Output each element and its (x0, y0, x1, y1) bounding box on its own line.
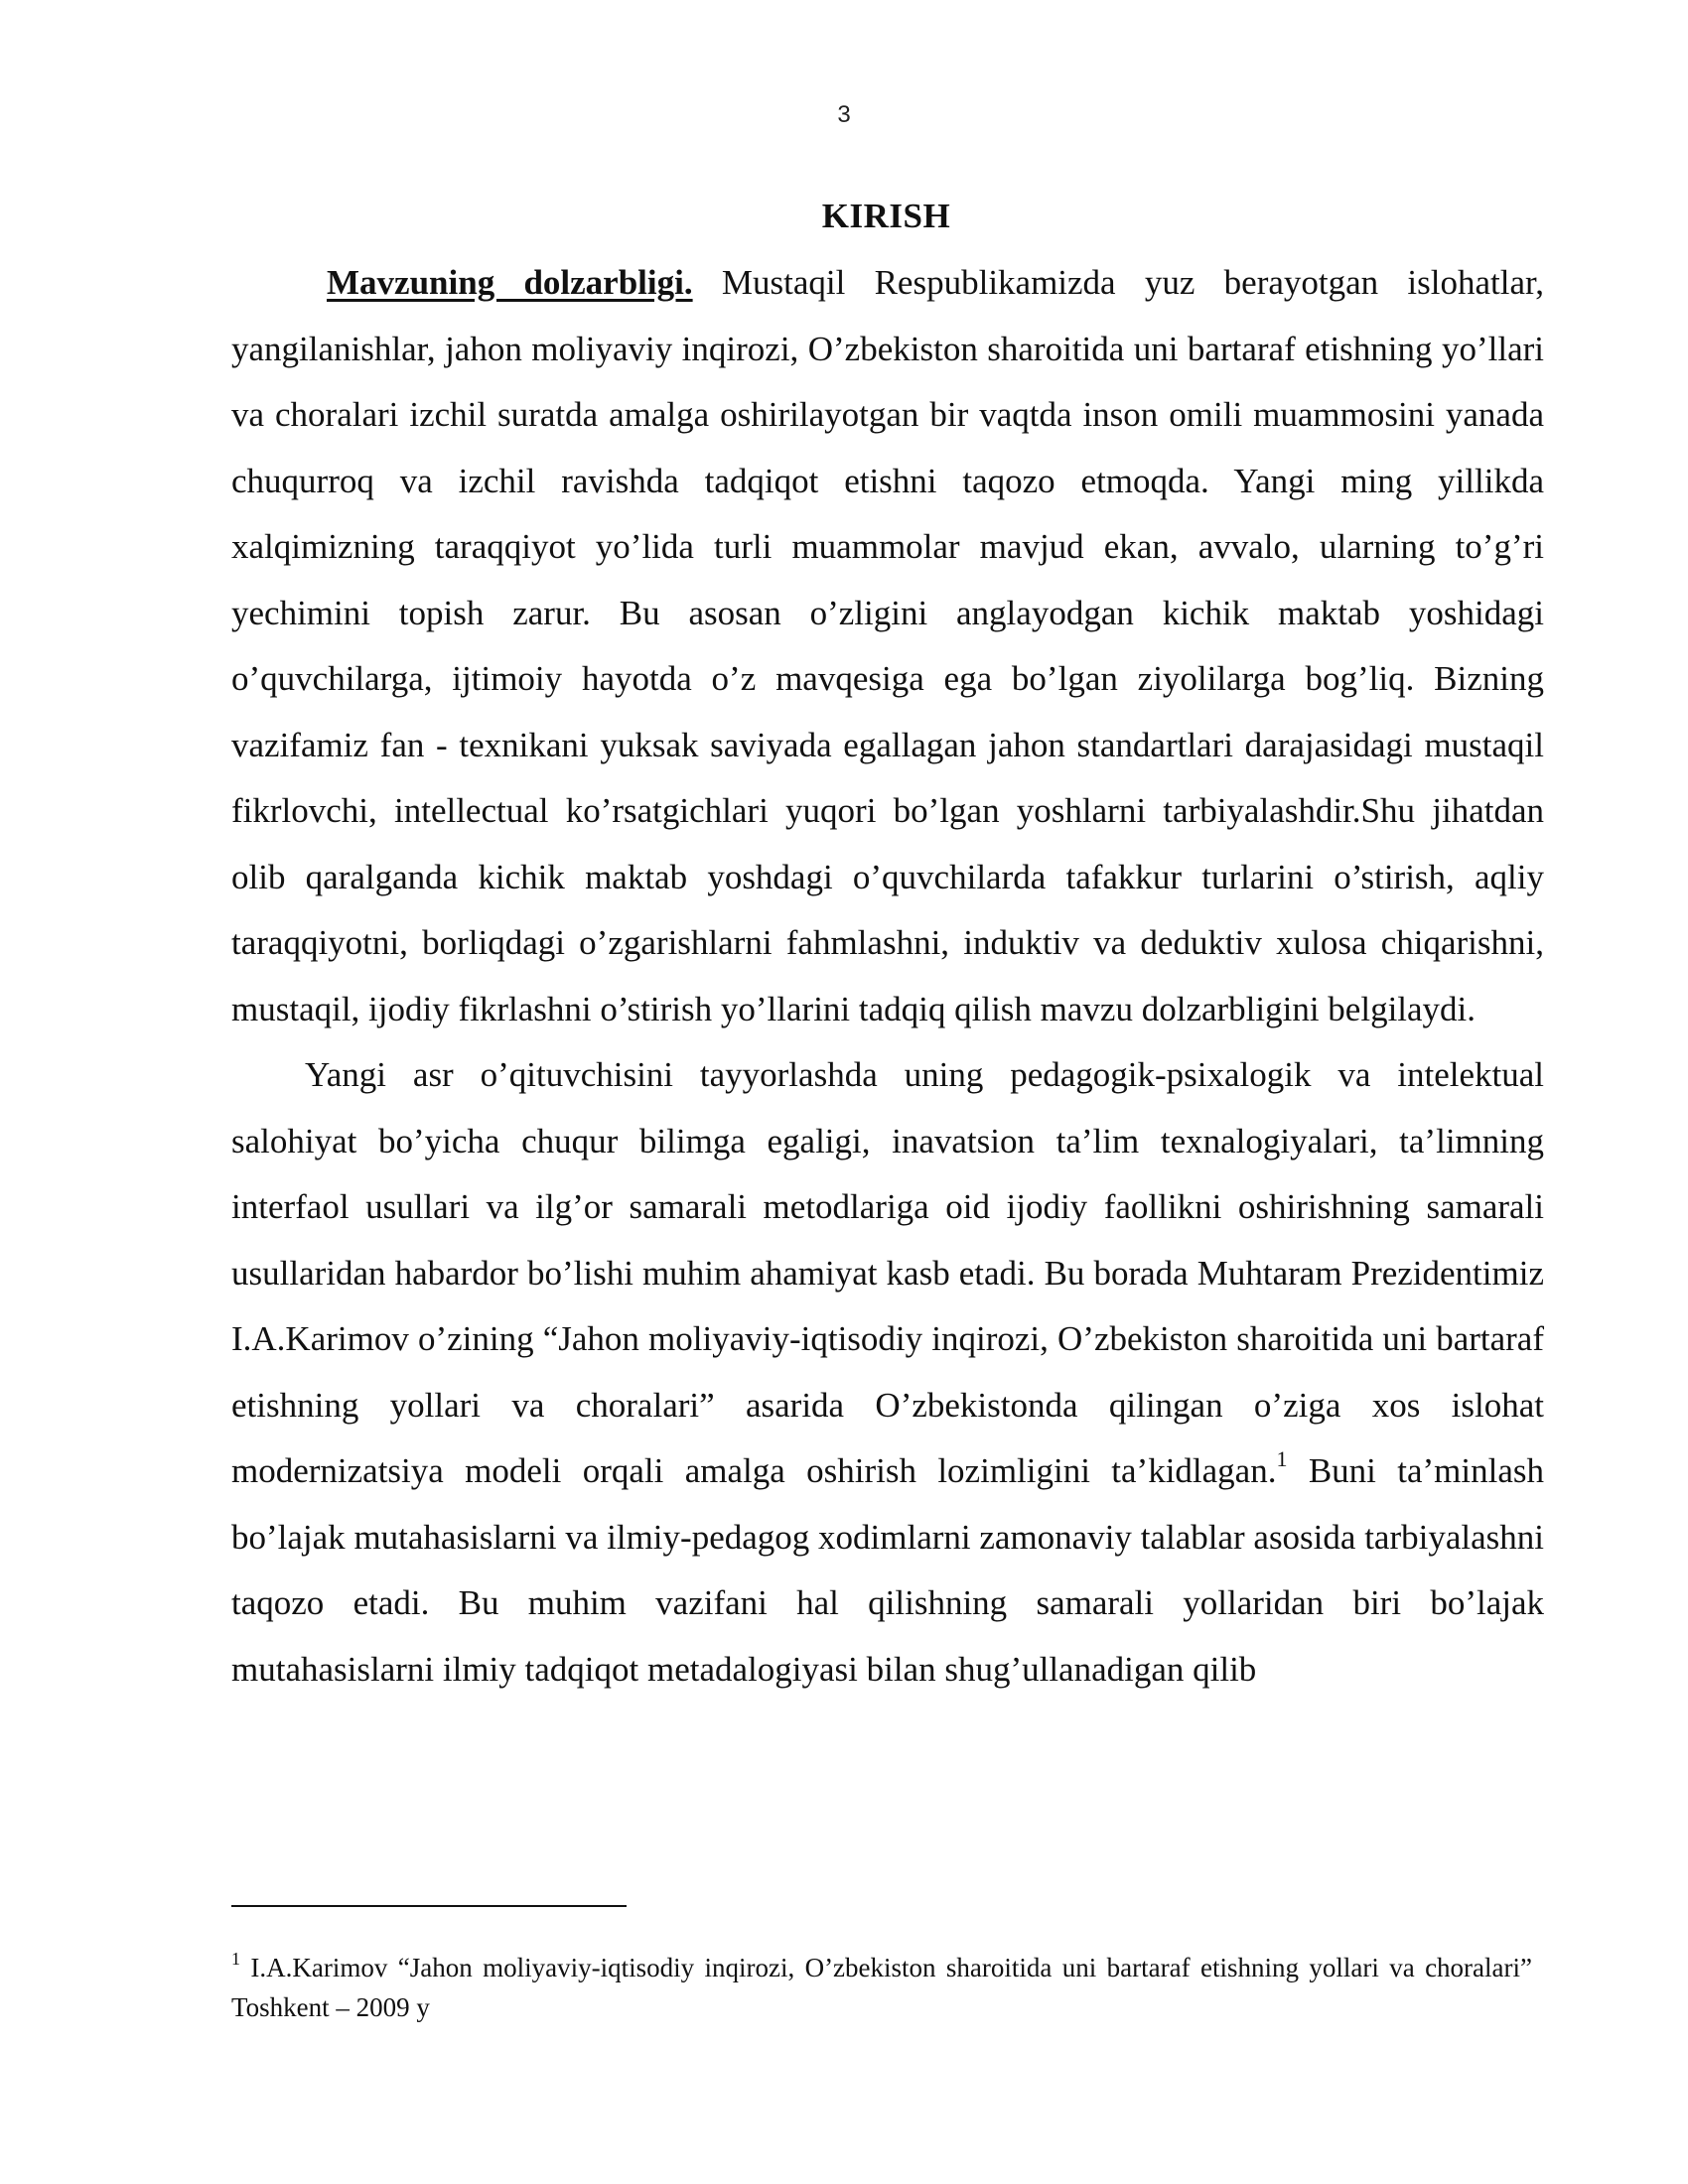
page-number: 3 (837, 101, 851, 128)
section-title: KIRISH (821, 197, 951, 235)
paragraph-teacher-text-before-ref: Yangi asr o’qituvchisini tayyorlashda uning pedagogik-psixalogik va intelektual salohiyat bo’yicha chuqur bilimga egaligi, inavatsion ta’lim texnalogiyalari, ta’limning interfaol usullari va ilg’or samarali metodlariga oid ijodiy faollikni oshirishning samarali usullaridan habardor bo’lishi muhim ahamiyat kasb etadi. Bu borada Muhtaram Prezidentimiz I.A.Karimov o’zining “Jahon moliyaviy-iqtisodiy inqirozi, O’zbekiston sharoitida uni bartaraf etishning yollari va choralari” asarida O’zbekistonda qilingan o’ziga xos islohat modernizatsiya modeli orqali amalga oshirish lozimligini ta’kidlagan. (231, 1055, 1544, 1490)
paragraph-lead-heading: Mavzuning dolzarbligi. (327, 263, 693, 302)
paragraph-teacher-text-after-ref: Buni ta’minlash bo’lajak mutahasislarni va ilmiy-pedagog xodimlarni zamonaviy talablar asosida tarbiyalashni taqozo etadi. Bu muhim vazifani hal qilishning samarali yollaridan biri bo’lajak mutahasislarni ilmiy tadqiqot metadalogiyasi bilan shug’ullanadigan qilib (231, 1451, 1545, 1689)
body-text (231, 250, 1544, 1703)
footnote-mark: 1 (231, 1949, 240, 1969)
paragraph-relevance (231, 250, 1544, 1042)
footnote-text: I.A.Karimov “Jahon moliyaviy-iqtisodiy inqirozi, O’zbekiston sharoitida uni bartaraf etishning yollari va choralari” Toshkent – 2009 y (231, 1953, 1532, 2022)
footnote (231, 1948, 1532, 2027)
paragraph-teacher-preparation (231, 1042, 1544, 1703)
paragraph-relevance-text: Mustaqil Respublikamizda yuz berayotgan islohatlar, yangilanishlar, jahon moliyaviy inqirozi, O’zbekiston sharoitida uni bartaraf etishning yo’llari va choralari izchil suratda amalga oshirilayotgan bir vaqtda inson omili muammosini yanada chuqurroq va izchil ravishda tadqiqot etishni taqozo etmoqda. Yangi ming yillikda xalqimizning taraqqiyot yo’lida turli muammolar mavjud ekan, avvalo, ularning to’g’ri yechimini topish zarur. Bu asosan o’zligini anglayodgan kichik maktab yoshidagi o’quvchilarga, ijtimoiy hayotda o’z mavqesiga ega bo’lgan ziyolilarga bog’liq. Bizning vazifamiz fan - texnikani yuksak saviyada egallagan jahon standartlari darajasidagi mustaqil fikrlovchi, intellectual ko’rsatgichlari yuqori bo’lgan yoshlarni tarbiyalashdir.Shu jihatdan olib qaralganda kichik maktab yoshdagi o’quvchilarda tafakkur turlarini o’stirish, aqliy taraqqiyotni, borliqdagi o’zgarishlarni fahmlashni, induktiv va deduktiv xulosa chiqarishni, mustaqil, ijodiy fikrlashni o’stirish yo’llarini tadqiq qilish mavzu dolzarbligini belgilaydi. (231, 263, 1544, 1028)
footnote-reference[interactable]: 1 (1276, 1446, 1288, 1471)
footnote-separator (231, 1905, 627, 1907)
